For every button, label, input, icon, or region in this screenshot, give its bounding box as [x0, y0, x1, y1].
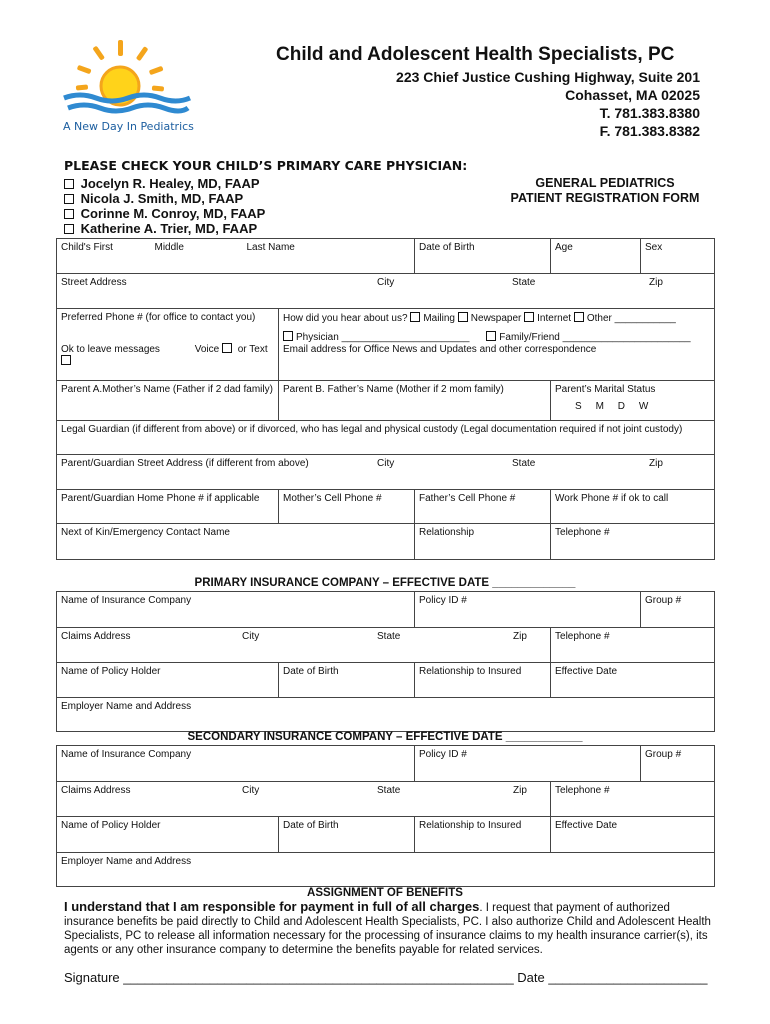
secondary-holder-field[interactable]: Name of Policy Holder — [57, 817, 279, 853]
checkbox-icon[interactable] — [410, 312, 420, 322]
primary-holder-dob-field[interactable]: Date of Birth — [279, 663, 415, 698]
pcp-option[interactable]: Corinne M. Conroy, MD, FAAP — [64, 206, 265, 221]
secondary-insurance-table — [56, 745, 715, 887]
checkbox-icon[interactable] — [64, 209, 74, 219]
preferred-phone-field[interactable]: Preferred Phone # (for office to contact you) Ok to leave messages Voice or Text — [57, 309, 279, 381]
secondary-claims-address-field[interactable]: Claims Address City State Zip — [57, 782, 551, 817]
age-field[interactable]: Age — [551, 239, 641, 274]
work-phone-field[interactable]: Work Phone # if ok to call — [551, 490, 715, 524]
text-checkbox-icon[interactable] — [61, 355, 71, 365]
child-name-field[interactable]: Child's First Middle Last Name — [57, 239, 415, 274]
sex-field[interactable]: Sex — [641, 239, 715, 274]
secondary-employer-field[interactable]: Employer Name and Address — [57, 853, 715, 887]
checkbox-icon[interactable] — [64, 179, 74, 189]
address-street: 223 Chief Justice Cushing Highway, Suite 201 — [396, 69, 700, 85]
marital-status-field[interactable]: Parent’s Marital Status S M D W — [551, 381, 715, 421]
legal-guardian-field[interactable]: Legal Guardian (if different from above) or if divorced, who has legal and physical custody (Legal documentation required if not joint custody) — [57, 421, 715, 455]
primary-claims-address-field[interactable]: Claims Address City State Zip — [57, 628, 551, 663]
primary-telephone-field[interactable]: Telephone # — [551, 628, 715, 663]
primary-employer-field[interactable]: Employer Name and Address — [57, 698, 715, 732]
emergency-telephone-field[interactable]: Telephone # — [551, 524, 715, 560]
checkbox-icon[interactable] — [64, 224, 74, 234]
primary-insurance-heading: PRIMARY INSURANCE COMPANY – EFFECTIVE DATE _____________ — [194, 577, 576, 589]
pcp-option[interactable]: Nicola J. Smith, MD, FAAP — [64, 191, 265, 206]
father-cell-field[interactable]: Father’s Cell Phone # — [415, 490, 551, 524]
primary-holder-field[interactable]: Name of Policy Holder — [57, 663, 279, 698]
parent-b-field[interactable]: Parent B. Father’s Name (Mother if 2 mom family) — [279, 381, 551, 421]
primary-relationship-field[interactable]: Relationship to Insured — [415, 663, 551, 698]
primary-insurance-table — [56, 591, 715, 732]
primary-policy-field[interactable]: Policy ID # Group # — [415, 592, 715, 628]
checkbox-icon[interactable] — [524, 312, 534, 322]
logo-caption: A New Day In Pediatrics — [63, 120, 194, 133]
pcp-option[interactable]: Katherine A. Trier, MD, FAAP — [64, 221, 265, 236]
secondary-holder-dob-field[interactable]: Date of Birth — [279, 817, 415, 853]
guardian-address-field[interactable]: Parent/Guardian Street Address (if different from above) City State Zip — [57, 455, 715, 490]
practice-address — [300, 68, 700, 140]
secondary-insurance-heading: SECONDARY INSURANCE COMPANY – EFFECTIVE DATE ____________ — [187, 731, 583, 743]
sun-logo-icon — [60, 38, 200, 122]
address-city: Cohasset, MA 02025 — [565, 87, 700, 103]
secondary-company-field[interactable]: Name of Insurance Company — [57, 746, 415, 782]
secondary-relationship-field[interactable]: Relationship to Insured — [415, 817, 551, 853]
secondary-telephone-field[interactable]: Telephone # — [551, 782, 715, 817]
primary-company-field[interactable]: Name of Insurance Company — [57, 592, 415, 628]
secondary-policy-field[interactable]: Policy ID # Group # — [415, 746, 715, 782]
assignment-text: I understand that I am responsible for payment in full of all charges. I request that payment of authorized insurance benefits be paid directly to Child and Adolescent Health Specialists, PC. I also authorize Child and Adolescent Health Specialists, PC to release all information necessary for the processing of insurance claims to my health insurance carrier(s), its agents or any other insurance company to determine the benefits payable for related services. — [64, 899, 711, 956]
secondary-effective-date-field[interactable]: Effective Date — [551, 817, 715, 853]
practice-name: Child and Adolescent Health Specialists, PC — [276, 44, 675, 65]
patient-info-table — [56, 238, 715, 560]
checkbox-icon[interactable] — [458, 312, 468, 322]
referral-source-field[interactable]: How did you hear about us? Mailing Newspaper Internet Other ___________ Physician _______________________ Family/Friend _______________________ Email address for Office News and Updates and other correspondence — [279, 309, 715, 381]
form-title: GENERAL PEDIATRICS PATIENT REGISTRATION FORM — [510, 176, 700, 205]
guardian-phone-field[interactable]: Parent/Guardian Home Phone # if applicable — [57, 490, 279, 524]
assignment-heading: ASSIGNMENT OF BENEFITS — [307, 887, 463, 899]
relationship-field[interactable]: Relationship — [415, 524, 551, 560]
mother-cell-field[interactable]: Mother’s Cell Phone # — [279, 490, 415, 524]
checkbox-icon[interactable] — [574, 312, 584, 322]
checkbox-icon[interactable] — [283, 331, 293, 341]
parent-a-field[interactable]: Parent A.Mother’s Name (Father if 2 dad family) — [57, 381, 279, 421]
logo — [60, 38, 200, 138]
checkbox-icon[interactable] — [486, 331, 496, 341]
pcp-list — [64, 176, 265, 236]
pcp-option[interactable]: Jocelyn R. Healey, MD, FAAP — [64, 176, 265, 191]
address-fax: F. 781.383.8382 — [599, 123, 700, 139]
voice-checkbox-icon[interactable] — [222, 343, 232, 353]
primary-effective-date-field[interactable]: Effective Date — [551, 663, 715, 698]
dob-field[interactable]: Date of Birth — [415, 239, 551, 274]
address-phone: T. 781.383.8380 — [599, 105, 700, 121]
pcp-heading: PLEASE CHECK YOUR CHILD’S PRIMARY CARE PHYSICIAN: — [64, 158, 468, 173]
emergency-contact-field[interactable]: Next of Kin/Emergency Contact Name — [57, 524, 415, 560]
signature-line[interactable]: Signature ______________________________________________________ Date ______________________ — [64, 970, 708, 985]
checkbox-icon[interactable] — [64, 194, 74, 204]
street-address-field[interactable]: Street Address City State Zip — [57, 274, 715, 309]
